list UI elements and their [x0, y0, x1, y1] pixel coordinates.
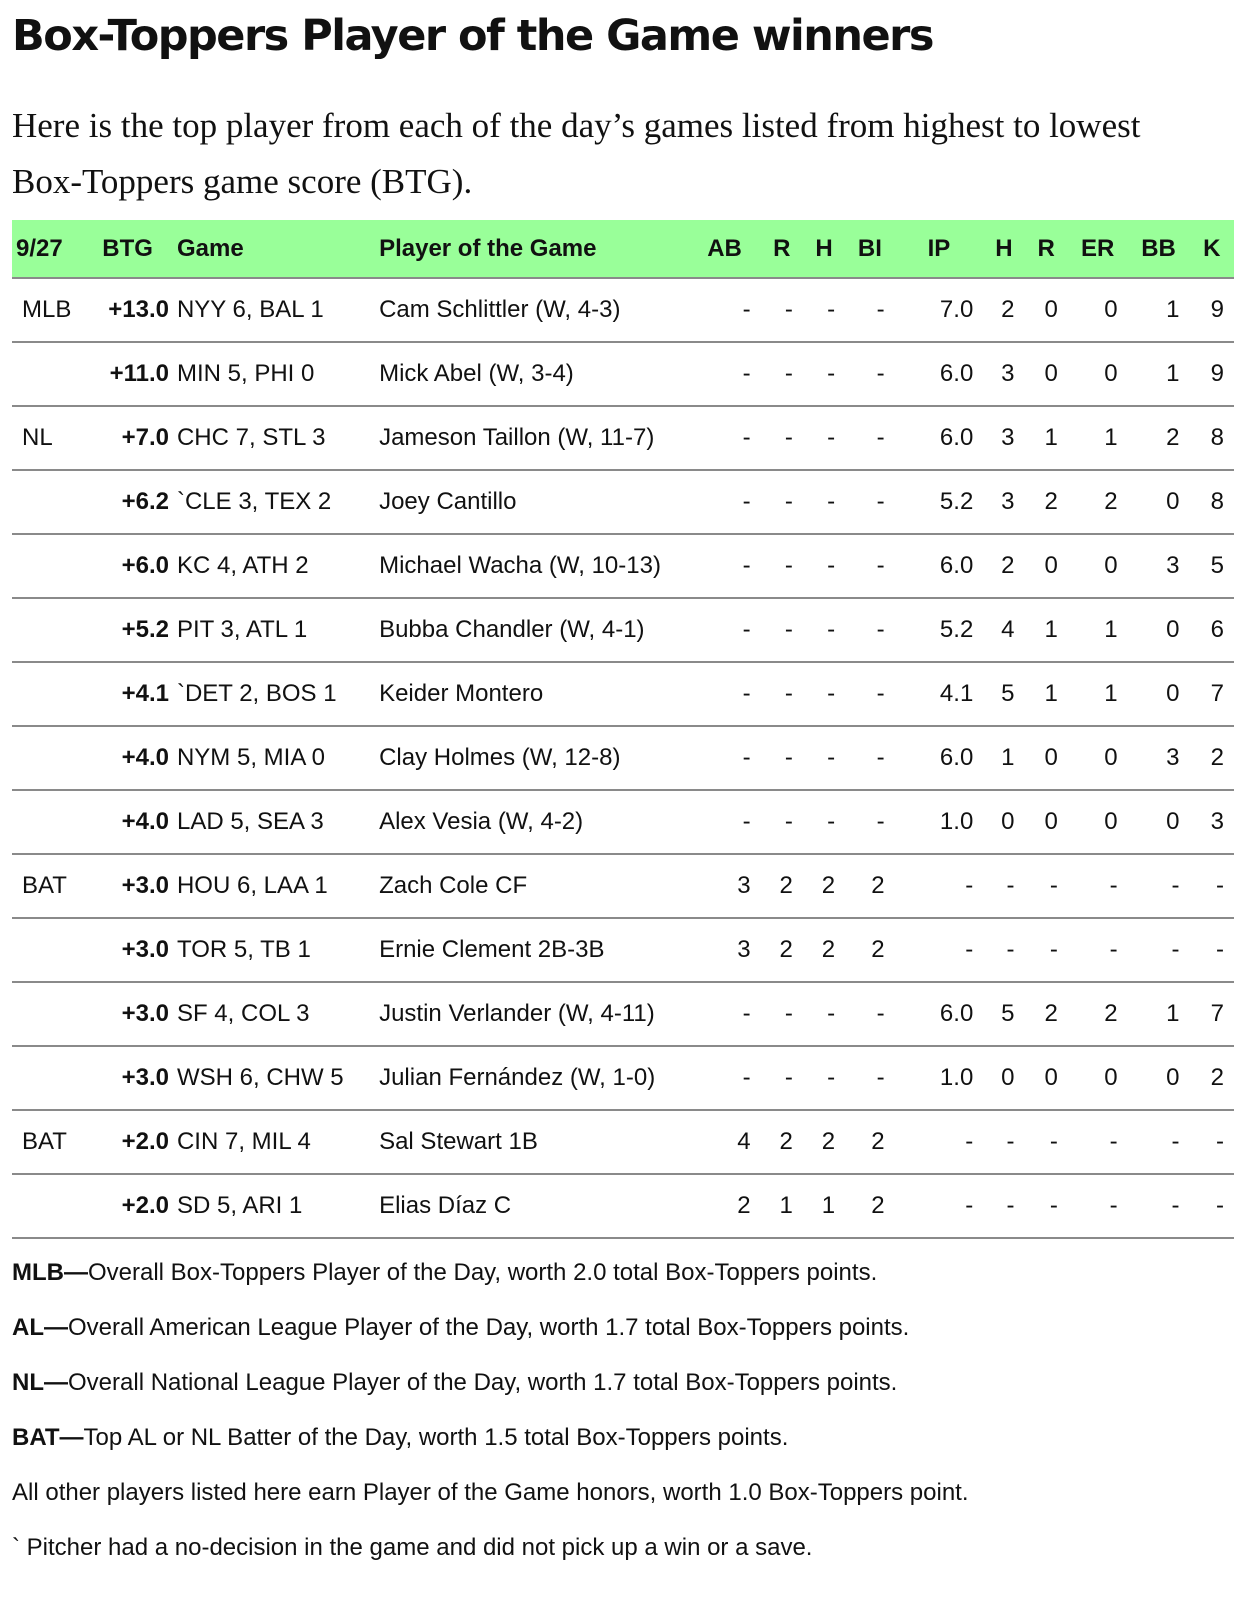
cell-runs: 2 [779, 872, 793, 899]
footnote [12, 1520, 1234, 1575]
footnote [12, 1245, 1234, 1300]
cell-rbi: - [876, 488, 885, 515]
cell-walks: 1 [1166, 360, 1180, 387]
cell-earned-runs: - [1109, 1192, 1118, 1219]
cell-game: HOU 6, LAA 1 [176, 872, 328, 899]
cell-ip: - [965, 936, 974, 963]
footnote-text: Overall National League Player of the Day, worth 1.7 total Box-Toppers points. [68, 1369, 898, 1396]
cell-game: `DET 2, BOS 1 [176, 680, 337, 707]
cell-ip: - [965, 1128, 974, 1155]
cell-hits: - [827, 680, 836, 707]
cell-player: Jameson Taillon (W, 11-7) [379, 424, 655, 451]
cell-ip: 5.2 [939, 488, 974, 515]
cell-rbi: - [876, 616, 885, 643]
cell-ab: - [742, 360, 751, 387]
cell-btg: +3.0 [121, 1064, 169, 1091]
cell-rbi: - [876, 808, 885, 835]
cell-runs-allowed: 0 [1044, 552, 1058, 579]
cell-date [12, 726, 84, 790]
cell-hits: 2 [821, 1128, 836, 1155]
cell-runs-allowed: 0 [1044, 296, 1058, 323]
cell-btg: +6.2 [121, 488, 169, 515]
column-header-runs: R [773, 234, 791, 262]
cell-hits: 2 [821, 936, 836, 963]
cell-strikeouts: 5 [1210, 552, 1224, 579]
cell-hits-allowed: 0 [1001, 808, 1015, 835]
cell-rbi: - [876, 424, 885, 451]
cell-earned-runs: 0 [1104, 552, 1118, 579]
cell-hits: - [827, 360, 836, 387]
footnotes [12, 1245, 1234, 1575]
cell-player: Clay Holmes (W, 12-8) [379, 744, 621, 771]
cell-btg: +2.0 [121, 1128, 169, 1155]
cell-game: SF 4, COL 3 [176, 1000, 310, 1027]
cell-player: Michael Wacha (W, 10-13) [379, 552, 661, 579]
cell-rbi: - [876, 680, 885, 707]
column-header-walks: BB [1141, 234, 1176, 262]
cell-walks: 0 [1166, 616, 1180, 643]
cell-date [12, 534, 84, 598]
cell-rbi: - [876, 296, 885, 323]
column-header-game: Game [176, 234, 244, 262]
cell-runs-allowed: - [1049, 1192, 1058, 1219]
cell-game: WSH 6, CHW 5 [176, 1064, 344, 1091]
cell-ip: 6.0 [939, 1000, 974, 1027]
cell-player: Sal Stewart 1B [379, 1128, 538, 1155]
cell-runs-allowed: - [1049, 936, 1058, 963]
cell-date: MLB [22, 296, 72, 323]
cell-runs-allowed: 1 [1044, 616, 1058, 643]
table-row [12, 598, 1234, 662]
cell-walks: 2 [1166, 424, 1180, 451]
cell-game: CIN 7, MIL 4 [176, 1128, 311, 1155]
cell-ab: 3 [737, 872, 751, 899]
cell-hits: - [827, 1000, 836, 1027]
cell-runs: - [784, 424, 793, 451]
cell-hits-allowed: 0 [1001, 1064, 1015, 1091]
table-row [12, 790, 1234, 854]
cell-hits-allowed: 1 [1001, 744, 1015, 771]
cell-walks: - [1171, 1128, 1180, 1155]
cell-game: KC 4, ATH 2 [176, 552, 309, 579]
cell-ab: - [742, 424, 751, 451]
cell-earned-runs: 0 [1104, 808, 1118, 835]
footnote-text: Top AL or NL Batter of the Day, worth 1.5 total Box-Toppers points. [83, 1424, 789, 1451]
cell-strikeouts: 8 [1210, 424, 1224, 451]
cell-walks: 0 [1166, 1064, 1180, 1091]
table-row [12, 406, 1234, 470]
cell-game: LAD 5, SEA 3 [176, 808, 324, 835]
table-row [12, 726, 1234, 790]
cell-strikeouts: 9 [1210, 360, 1224, 387]
cell-earned-runs: 2 [1104, 1000, 1118, 1027]
cell-rbi: 2 [871, 872, 885, 899]
cell-ab: - [742, 488, 751, 515]
cell-hits: - [827, 488, 836, 515]
footnote-label: MLB— [12, 1259, 88, 1286]
cell-player: Justin Verlander (W, 4-11) [379, 1000, 655, 1027]
cell-game: PIT 3, ATL 1 [176, 616, 308, 643]
cell-rbi: - [876, 1064, 885, 1091]
cell-runs-allowed: 1 [1044, 424, 1058, 451]
cell-runs-allowed: 0 [1044, 360, 1058, 387]
cell-game: NYY 6, BAL 1 [176, 296, 324, 323]
cell-ip: 1.0 [939, 808, 974, 835]
cell-rbi: - [876, 744, 885, 771]
column-header-ip: IP [927, 234, 951, 262]
cell-ab: - [742, 744, 751, 771]
table-header [12, 220, 1234, 278]
cell-hits-allowed: 4 [1001, 616, 1015, 643]
cell-runs: - [784, 296, 793, 323]
cell-ip: 5.2 [939, 616, 974, 643]
table-row [12, 662, 1234, 726]
cell-player: Julian Fernández (W, 1-0) [379, 1064, 656, 1091]
page-title: Box-Toppers Player of the Game winners [12, 11, 933, 61]
footnote-text: ` Pitcher had a no-decision in the game and did not pick up a win or a save. [12, 1534, 813, 1561]
cell-player: Cam Schlittler (W, 4-3) [379, 296, 621, 323]
cell-player: Keider Montero [379, 680, 544, 707]
column-header-strikeouts: K [1203, 234, 1221, 262]
cell-strikeouts: 3 [1210, 808, 1224, 835]
cell-runs: - [784, 808, 793, 835]
cell-rbi: - [876, 1000, 885, 1027]
cell-hits: - [827, 1064, 836, 1091]
cell-hits-allowed: 5 [1001, 680, 1015, 707]
table-row [12, 342, 1234, 406]
article [12, 0, 1234, 1575]
column-header-hits: H [815, 234, 833, 262]
footnote-label: AL— [12, 1314, 68, 1341]
cell-walks: - [1171, 1192, 1180, 1219]
cell-hits-allowed: 3 [1001, 488, 1015, 515]
cell-runs-allowed: 0 [1044, 1064, 1058, 1091]
cell-date [12, 1174, 84, 1238]
footnote [12, 1300, 1234, 1355]
cell-btg: +3.0 [121, 1000, 169, 1027]
cell-hits: 2 [821, 872, 836, 899]
cell-earned-runs: 2 [1104, 488, 1118, 515]
table-row [12, 1046, 1234, 1110]
cell-ab: 3 [737, 936, 751, 963]
cell-ab: - [742, 552, 751, 579]
header-row [12, 220, 1234, 278]
cell-runs: 2 [779, 1128, 793, 1155]
cell-hits-allowed: - [1006, 1192, 1015, 1219]
cell-date: NL [22, 424, 53, 451]
cell-strikeouts: 7 [1210, 1000, 1224, 1027]
intro-paragraph: Here is the top player from each of the day’s games listed from highest to lowest Box-Toppers game score (BTG). [12, 106, 1141, 201]
cell-strikeouts: 7 [1210, 680, 1224, 707]
cell-strikeouts: 8 [1210, 488, 1224, 515]
cell-btg: +2.0 [121, 1192, 169, 1219]
cell-strikeouts: 6 [1210, 616, 1224, 643]
cell-strikeouts: - [1216, 872, 1224, 899]
column-header-hits-allowed: H [995, 234, 1013, 262]
table-row [12, 278, 1234, 342]
footnote-text: Overall American League Player of the Day, worth 1.7 total Box-Toppers points. [68, 1314, 910, 1341]
cell-walks: 3 [1166, 744, 1180, 771]
cell-date [12, 662, 84, 726]
cell-rbi: - [876, 552, 885, 579]
cell-runs-allowed: 0 [1044, 808, 1058, 835]
cell-strikeouts: 2 [1210, 1064, 1224, 1091]
cell-runs-allowed: 0 [1044, 744, 1058, 771]
cell-btg: +3.0 [121, 936, 169, 963]
cell-game: MIN 5, PHI 0 [176, 360, 315, 387]
column-header-earned-runs: ER [1081, 234, 1115, 262]
cell-strikeouts: - [1216, 1128, 1224, 1155]
cell-runs: - [784, 1000, 793, 1027]
cell-strikeouts: - [1216, 936, 1224, 963]
cell-ab: 4 [737, 1128, 751, 1155]
footnote [12, 1410, 1234, 1465]
cell-btg: +4.0 [121, 744, 169, 771]
cell-ab: - [742, 1000, 751, 1027]
table-body [12, 278, 1234, 1238]
cell-runs: - [784, 488, 793, 515]
cell-date [12, 1046, 84, 1110]
cell-ip: - [965, 872, 974, 899]
cell-ab: - [742, 296, 751, 323]
cell-date [12, 918, 84, 982]
cell-game: `CLE 3, TEX 2 [176, 488, 332, 515]
cell-hits-allowed: 5 [1001, 1000, 1015, 1027]
cell-ab: - [742, 680, 751, 707]
cell-hits-allowed: - [1006, 936, 1015, 963]
cell-btg: +7.0 [121, 424, 169, 451]
footnote-label: BAT— [12, 1424, 84, 1451]
cell-runs: - [784, 680, 793, 707]
table-row [12, 1174, 1234, 1238]
cell-earned-runs: - [1109, 1128, 1118, 1155]
cell-game: TOR 5, TB 1 [176, 936, 311, 963]
cell-ip: 6.0 [939, 744, 974, 771]
cell-walks: - [1171, 936, 1180, 963]
column-header-rbi: BI [857, 234, 882, 262]
cell-earned-runs: 0 [1104, 360, 1118, 387]
cell-walks: 3 [1166, 552, 1180, 579]
cell-earned-runs: - [1109, 936, 1118, 963]
cell-ab: - [742, 1064, 751, 1091]
cell-rbi: - [876, 360, 885, 387]
cell-earned-runs: 0 [1104, 296, 1118, 323]
cell-earned-runs: - [1109, 872, 1118, 899]
cell-date [12, 342, 84, 406]
cell-btg: +13.0 [108, 296, 169, 323]
cell-runs: - [784, 744, 793, 771]
cell-hits: 1 [821, 1192, 836, 1219]
cell-ip: 6.0 [939, 360, 974, 387]
cell-walks: - [1171, 872, 1180, 899]
cell-strikeouts: 9 [1210, 296, 1224, 323]
cell-runs-allowed: - [1049, 872, 1058, 899]
cell-strikeouts: 2 [1210, 744, 1224, 771]
cell-ip: 6.0 [939, 424, 974, 451]
cell-ip: - [965, 1192, 974, 1219]
cell-date [12, 470, 84, 534]
cell-hits: - [827, 424, 836, 451]
cell-hits: - [827, 552, 836, 579]
cell-player: Bubba Chandler (W, 4-1) [379, 616, 645, 643]
cell-btg: +4.0 [121, 808, 169, 835]
cell-player: Alex Vesia (W, 4-2) [379, 808, 584, 835]
table-row [12, 854, 1234, 918]
cell-runs: - [784, 552, 793, 579]
cell-hits-allowed: - [1006, 1128, 1015, 1155]
cell-runs: - [784, 1064, 793, 1091]
cell-date: BAT [22, 1128, 67, 1155]
cell-walks: 0 [1166, 488, 1180, 515]
table-row [12, 534, 1234, 598]
cell-btg: +11.0 [109, 360, 169, 387]
cell-earned-runs: 0 [1104, 744, 1118, 771]
column-header-ab: AB [707, 234, 742, 262]
cell-earned-runs: 0 [1104, 1064, 1118, 1091]
cell-hits-allowed: - [1006, 872, 1015, 899]
cell-ip: 1.0 [939, 1064, 974, 1091]
cell-player: Elias Díaz C [379, 1192, 512, 1219]
cell-runs-allowed: 2 [1044, 488, 1058, 515]
cell-player: Ernie Clement 2B-3B [379, 936, 605, 963]
cell-walks: 0 [1166, 808, 1180, 835]
cell-ip: 4.1 [939, 680, 974, 707]
cell-ab: - [742, 808, 751, 835]
cell-player: Mick Abel (W, 3-4) [379, 360, 574, 387]
footnote-text: Overall Box-Toppers Player of the Day, worth 2.0 total Box-Toppers points. [87, 1259, 878, 1286]
cell-hits: - [827, 616, 836, 643]
cell-hits-allowed: 2 [1001, 552, 1015, 579]
cell-runs: - [784, 360, 793, 387]
cell-player: Joey Cantillo [379, 488, 517, 515]
footnote [12, 1355, 1234, 1410]
cell-earned-runs: 1 [1104, 616, 1118, 643]
footnote-text: All other players listed here earn Player of the Game honors, worth 1.0 Box-Toppers point. [12, 1479, 969, 1506]
cell-ab: - [742, 616, 751, 643]
column-header-date: 9/27 [16, 234, 63, 262]
cell-hits: - [827, 744, 836, 771]
table-row [12, 918, 1234, 982]
table-row [12, 470, 1234, 534]
cell-date [12, 790, 84, 854]
cell-runs: 1 [779, 1192, 793, 1219]
cell-hits-allowed: 2 [1001, 296, 1015, 323]
footnote [12, 1465, 1234, 1520]
cell-runs-allowed: 1 [1044, 680, 1058, 707]
cell-btg: +6.0 [121, 552, 169, 579]
cell-game: CHC 7, STL 3 [176, 424, 326, 451]
cell-btg: +3.0 [121, 872, 169, 899]
table-row [12, 982, 1234, 1046]
cell-earned-runs: 1 [1104, 424, 1118, 451]
column-header-player: Player of the Game [379, 234, 597, 262]
cell-runs-allowed: 2 [1044, 1000, 1058, 1027]
cell-walks: 0 [1166, 680, 1180, 707]
cell-runs-allowed: - [1049, 1128, 1058, 1155]
cell-strikeouts: - [1216, 1192, 1224, 1219]
cell-hits-allowed: 3 [1001, 424, 1015, 451]
cell-runs: - [784, 616, 793, 643]
cell-btg: +4.1 [121, 680, 169, 707]
cell-ip: 6.0 [939, 552, 974, 579]
cell-rbi: 2 [871, 1128, 885, 1155]
cell-hits: - [827, 296, 836, 323]
cell-rbi: 2 [871, 936, 885, 963]
column-header-runs-allowed: R [1037, 234, 1055, 262]
cell-hits-allowed: 3 [1001, 360, 1015, 387]
column-header-btg: BTG [102, 234, 153, 262]
cell-hits: - [827, 808, 836, 835]
cell-player: Zach Cole CF [379, 872, 528, 899]
cell-runs: 2 [779, 936, 793, 963]
cell-date [12, 982, 84, 1046]
cell-walks: 1 [1166, 1000, 1180, 1027]
cell-date: BAT [22, 872, 67, 899]
cell-ab: 2 [737, 1192, 751, 1219]
cell-walks: 1 [1166, 296, 1180, 323]
footnote-label: NL— [12, 1369, 68, 1396]
cell-game: SD 5, ARI 1 [176, 1192, 303, 1219]
cell-btg: +5.2 [121, 616, 169, 643]
cell-earned-runs: 1 [1104, 680, 1118, 707]
cell-date [12, 598, 84, 662]
cell-ip: 7.0 [939, 296, 974, 323]
cell-game: NYM 5, MIA 0 [176, 744, 326, 771]
cell-rbi: 2 [871, 1192, 885, 1219]
winners-table [12, 220, 1234, 1239]
table-row [12, 1110, 1234, 1174]
